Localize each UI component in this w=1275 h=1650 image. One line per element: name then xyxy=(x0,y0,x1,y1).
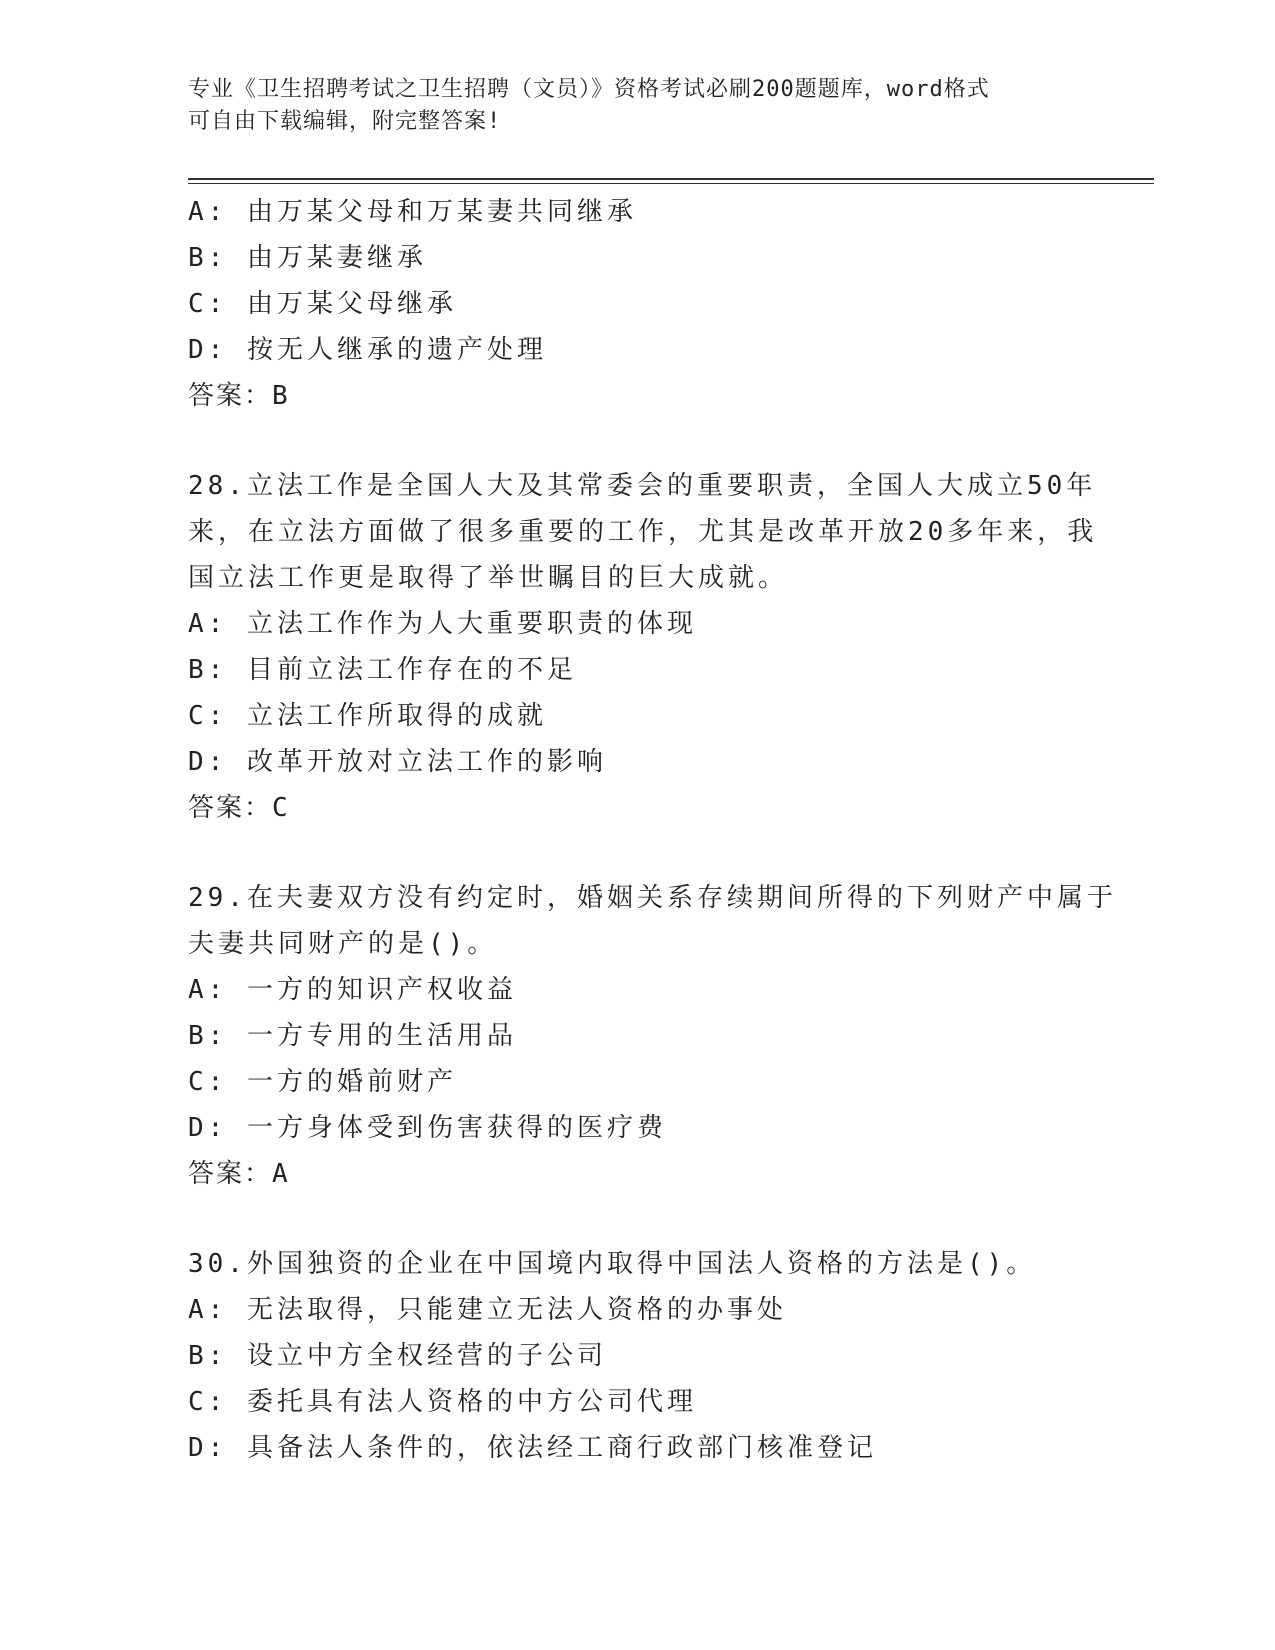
option-b: B: 一方专用的生活用品 xyxy=(188,1021,517,1051)
option-c: C: 由万某父母继承 xyxy=(188,289,457,319)
header-line-1: 专业《卫生招聘考试之卫生招聘（文员）》资格考试必刷200题题库，word格式 xyxy=(188,77,990,102)
header-line-2: 可自由下载编辑，附完整答案! xyxy=(188,109,502,134)
header-divider-thin xyxy=(188,183,1154,184)
answer-28: 答案：C xyxy=(188,793,290,823)
option-a: A: 一方的知识产权收益 xyxy=(188,975,517,1005)
question-text-line: 29.在夫妻双方没有约定时，婚姻关系存续期间所得的下列财产中属于 xyxy=(188,883,1117,913)
question-27-options xyxy=(188,189,1088,419)
question-text-line: 夫妻共同财产的是()。 xyxy=(188,929,498,959)
option-b: B: 设立中方全权经营的子公司 xyxy=(188,1341,607,1371)
option-b: B: 目前立法工作存在的不足 xyxy=(188,655,577,685)
question-28 xyxy=(188,463,1098,831)
option-a: A: 由万某父母和万某妻共同继承 xyxy=(188,197,637,227)
answer-27: 答案：B xyxy=(188,381,290,411)
question-30 xyxy=(188,1241,1088,1471)
document-header xyxy=(188,74,1088,138)
option-d: D: 具备法人条件的，依法经工商行政部门核准登记 xyxy=(188,1433,877,1463)
option-c: C: 委托具有法人资格的中方公司代理 xyxy=(188,1387,697,1417)
option-c: C: 一方的婚前财产 xyxy=(188,1067,457,1097)
question-list xyxy=(188,189,1117,1471)
option-a: A: 立法工作作为人大重要职责的体现 xyxy=(188,609,697,639)
option-d: D: 按无人继承的遗产处理 xyxy=(188,335,547,365)
option-b: B: 由万某妻继承 xyxy=(188,243,427,273)
question-text-line: 国立法工作更是取得了举世瞩目的巨大成就。 xyxy=(188,563,789,593)
option-a: A: 无法取得，只能建立无法人资格的办事处 xyxy=(188,1295,787,1325)
option-d: D: 改革开放对立法工作的影响 xyxy=(188,747,607,777)
header-divider-thick xyxy=(188,178,1154,180)
question-29 xyxy=(188,875,1117,1197)
option-c: C: 立法工作所取得的成就 xyxy=(188,701,547,731)
question-text-line: 28.立法工作是全国人大及其常委会的重要职责，全国人大成立50年 xyxy=(188,471,1097,501)
question-text-line: 30.外国独资的企业在中国境内取得中国法人资格的方法是()。 xyxy=(188,1249,1037,1279)
answer-29: 答案：A xyxy=(188,1159,290,1189)
option-d: D: 一方身体受到伤害获得的医疗费 xyxy=(188,1113,667,1143)
question-text-line: 来，在立法方面做了很多重要的工作，尤其是改革开放20多年来，我 xyxy=(188,517,1098,547)
